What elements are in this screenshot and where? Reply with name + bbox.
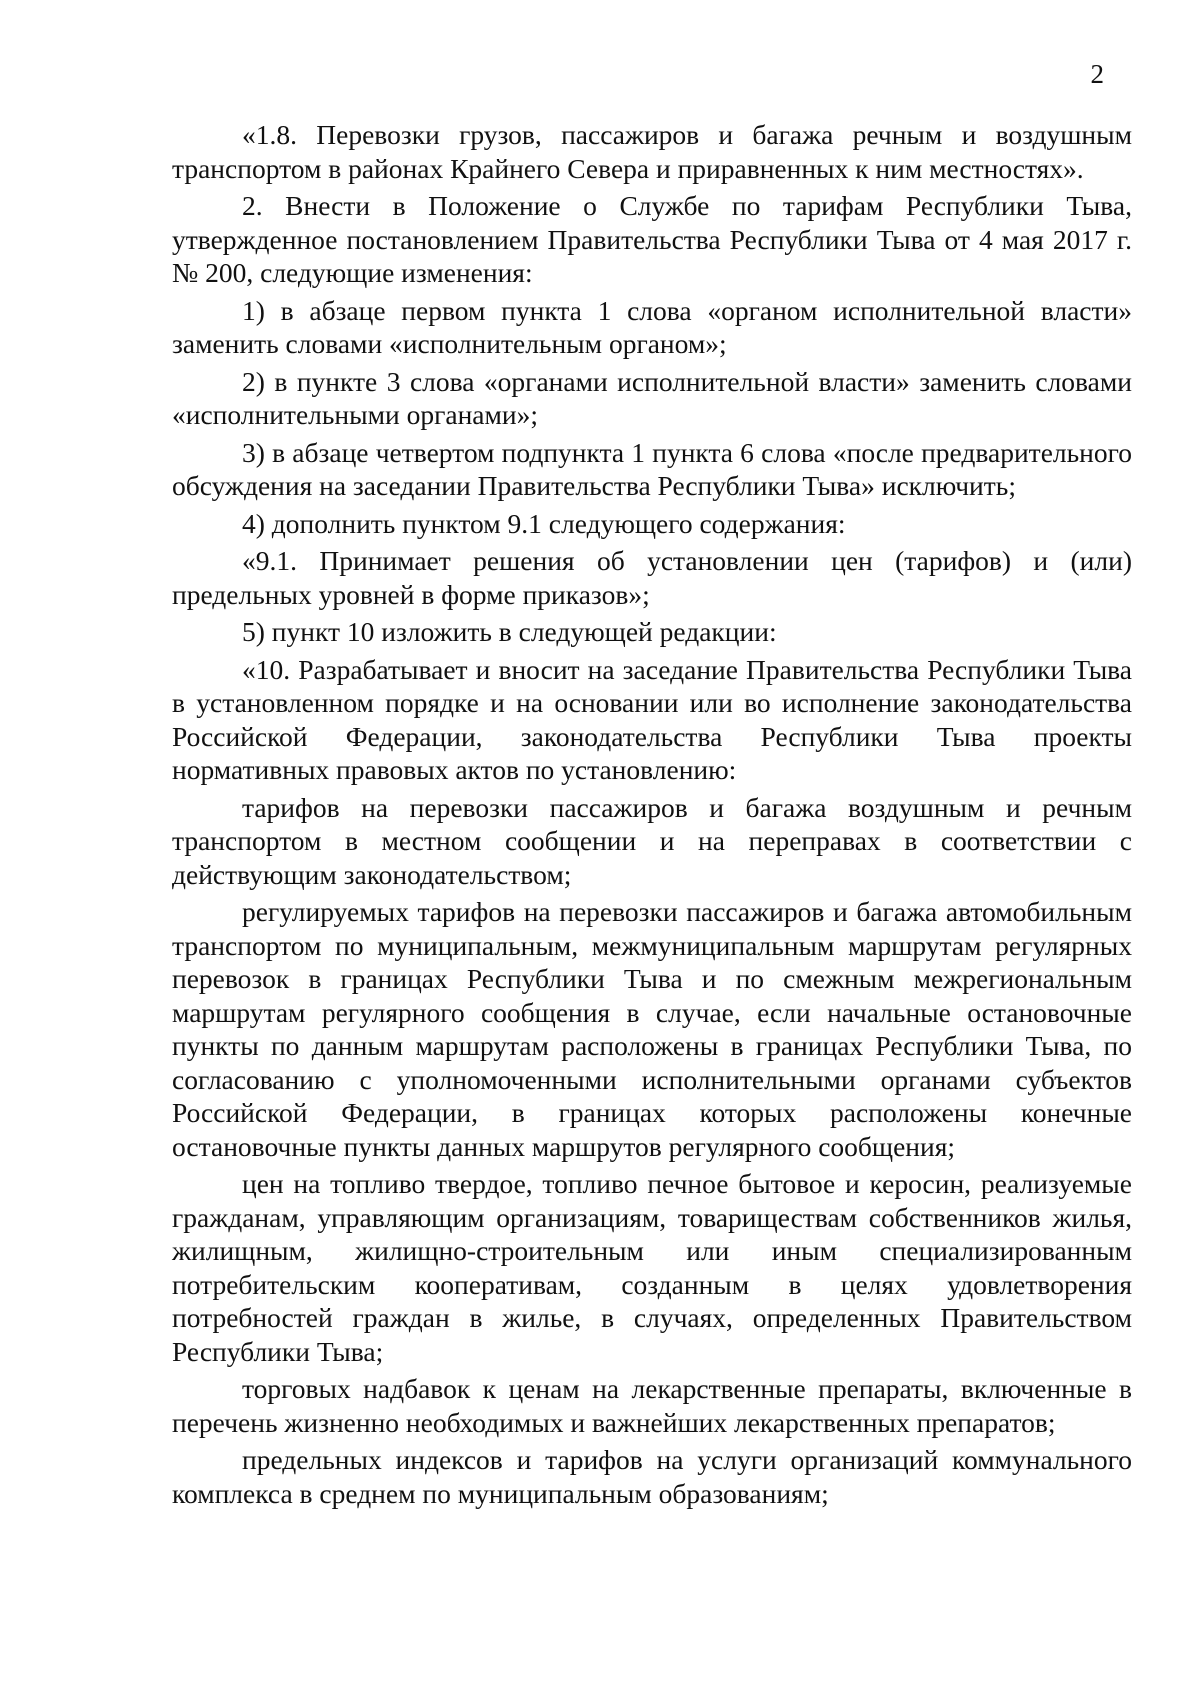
paragraph-tariffs-air-river: тарифов на перевозки пассажиров и багажа воздушным и речным транспортом в местном сообщении и на переправах в соответствии с действующим законодательством; xyxy=(172,791,1132,890)
paragraph-fuel-prices: цен на топливо твердое, топливо печное бытовое и керосин, реализуемые гражданам, управляющим организациям, товариществам собственников жилья, жилищным, жилищно-строительным или иным специализированным потребительским кооперативам, созданным в целях удовлетворения потребностей граждан в жилье, в случаях, определенных Правительством Республики Тыва; xyxy=(172,1168,1132,1367)
paragraph-item-2: 2. Внести в Положение о Службе по тарифам Республики Тыва, утвержденное постановлением Правительства Республики Тыва от 4 мая 2017 г. № 200, следующие изменения: xyxy=(172,190,1132,288)
paragraph-trade-markups: торговых надбавок к ценам на лекарственные препараты, включенные в перечень жизненно необходимых и важнейших лекарственных препаратов; xyxy=(172,1373,1132,1438)
paragraph-tariffs-road: регулируемых тарифов на перевозки пассажиров и багажа автомобильным транспортом по муниципальным, межмуниципальным маршрутам регулярных перевозок в границах Республики Тыва и по смежным межрегиональным маршрутам регулярного сообщения в случае, если начальные остановочные пункты по данным маршрутам расположены в границах Республики Тыва, по согласованию с уполномоченными исполнительными органами субъектов Российской Федерации, в границах которых расположены конечные остановочные пункты данных маршрутов регулярного сообщения; xyxy=(172,896,1132,1162)
paragraph-subitem-1: 1) в абзаце первом пункта 1 слова «органом исполнительной власти» заменить словами «исполнительным органом»; xyxy=(172,294,1132,359)
paragraph-clause-9-1: «9.1. Принимает решения об установлении цен (тарифов) и (или) предельных уровней в форме приказов»; xyxy=(172,545,1132,610)
paragraph-clause-10: «10. Разрабатывает и вносит на заседание Правительства Республики Тыва в установленном порядке и на основании или во исполнение законодательства Российской Федерации, законодательства Республики Тыва проекты нормативных правовых актов по установлению: xyxy=(172,653,1132,785)
paragraph-subitem-5: 5) пункт 10 изложить в следующей редакции: xyxy=(242,616,777,647)
paragraph-amendment-1-8: «1.8. Перевозки грузов, пассажиров и багажа речным и воздушным транспортом в районах Крайнего Севера и приравненных к ним местностях». xyxy=(172,119,1132,184)
paragraph-subitem-4: 4) дополнить пунктом 9.1 следующего содержания: xyxy=(242,507,846,539)
paragraph-subitem-3: 3) в абзаце четвертом подпункта 1 пункта 6 слова «после предварительного обсуждения на заседании Правительства Республики Тыва» исключить; xyxy=(172,436,1132,501)
paragraph-subitem-2: 2) в пункте 3 слова «органами исполнительной власти» заменить словами «исполнительными органами»; xyxy=(172,365,1132,430)
paragraph-utility-indices: предельных индексов и тарифов на услуги организаций коммунального комплекса в среднем по муниципальным образованиям; xyxy=(172,1444,1132,1509)
page-number: 2 xyxy=(1090,59,1104,89)
document-body xyxy=(172,118,1132,1514)
